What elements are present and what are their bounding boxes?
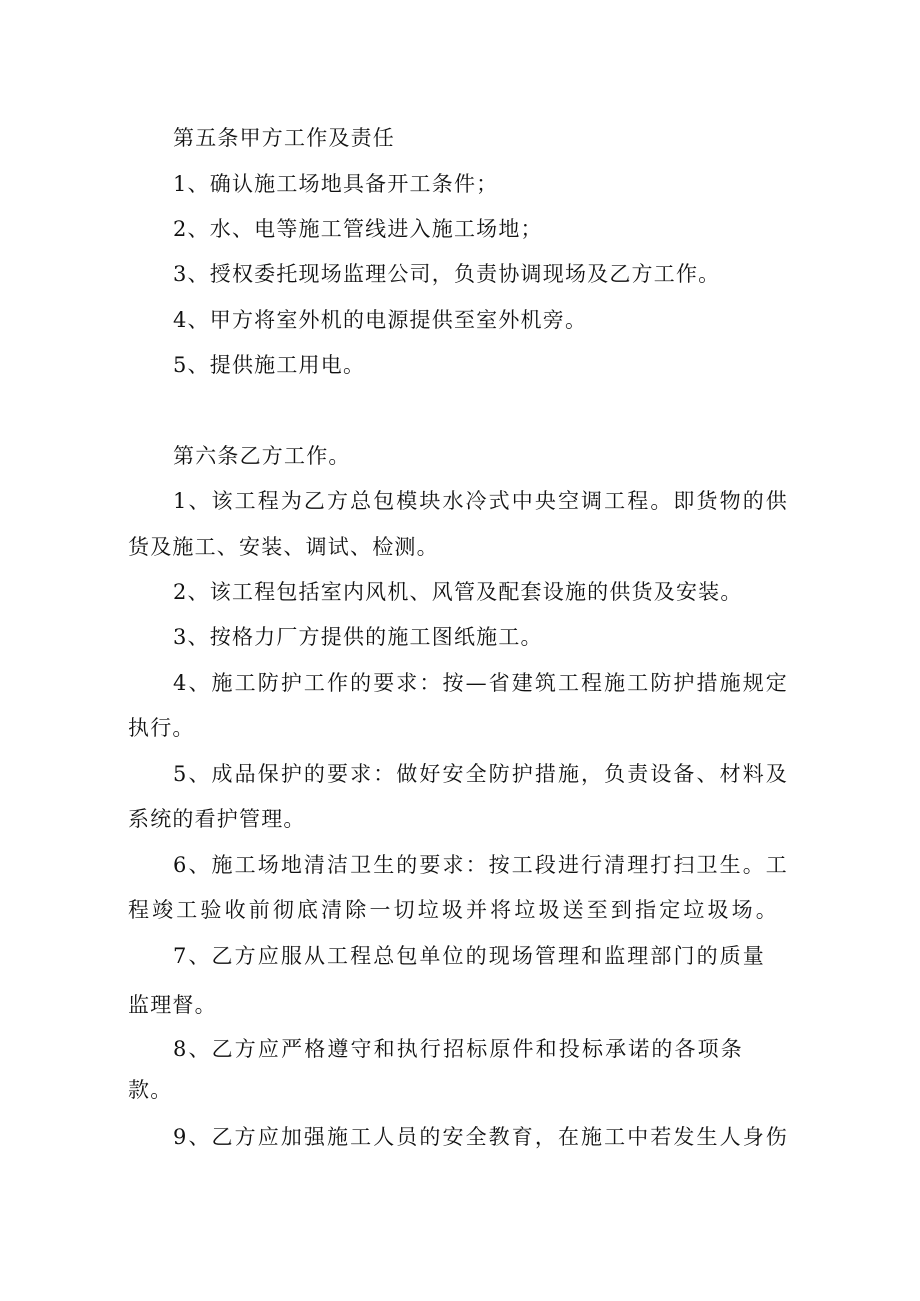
- section6-item-3: 3、按格力厂方提供的施工图纸施工。: [173, 625, 543, 649]
- section6-heading: 第六条乙方工作。: [173, 444, 351, 468]
- section6-item-7-line-1: 7、乙方应服从工程总包单位的现场管理和监理部门的质量: [173, 944, 765, 968]
- section6-item-8-line-2: 款。: [128, 1078, 173, 1102]
- section5-item-1: 1、确认施工场地具备开工条件；: [173, 172, 499, 196]
- section5-item-4: 4、甲方将室外机的电源提供至室外机旁。: [173, 308, 588, 332]
- section6-item-4-line-1: 4、施工防护工作的要求：按—省建筑工程施工防护措施规定: [173, 671, 788, 695]
- section6-item-7-line-2: 监理督。: [128, 993, 217, 1017]
- section6-item-6-line-2: 程竣工验收前彻底清除一切垃圾并将垃圾送至到指定垃圾场。: [128, 898, 778, 922]
- section6-item-6-line-1: 6、施工场地清洁卫生的要求：按工段进行清理打扫卫生。工: [173, 853, 788, 877]
- section6-item-4-line-2: 执行。: [128, 716, 195, 740]
- section6-item-1-line-1: 1、该工程为乙方总包模块水冷式中央空调工程。即货物的供: [173, 489, 788, 513]
- section6-item-9-line-1: 9、乙方应加强施工人员的安全教育，在施工中若发生人身伤: [173, 1125, 788, 1149]
- section5-heading: 第五条甲方工作及责任: [173, 126, 395, 150]
- section5-item-3: 3、授权委托现场监理公司，负责协调现场及乙方工作。: [173, 262, 721, 286]
- section6-item-5-line-1: 5、成品保护的要求：做好安全防护措施，负责设备、材料及: [173, 762, 788, 786]
- section5-item-2: 2、水、电等施工管线进入施工场地；: [173, 217, 543, 241]
- section6-item-5-line-2: 系统的看护管理。: [128, 807, 306, 831]
- section6-item-8-line-1: 8、乙方应严格遵守和执行招标原件和投标承诺的各项条: [173, 1037, 743, 1061]
- section5-item-5: 5、提供施工用电。: [173, 353, 366, 377]
- section6-item-1-line-2: 货及施工、安装、调试、检测。: [128, 535, 439, 559]
- section6-item-2: 2、该工程包括室内风机、风管及配套设施的供货及安装。: [173, 580, 743, 604]
